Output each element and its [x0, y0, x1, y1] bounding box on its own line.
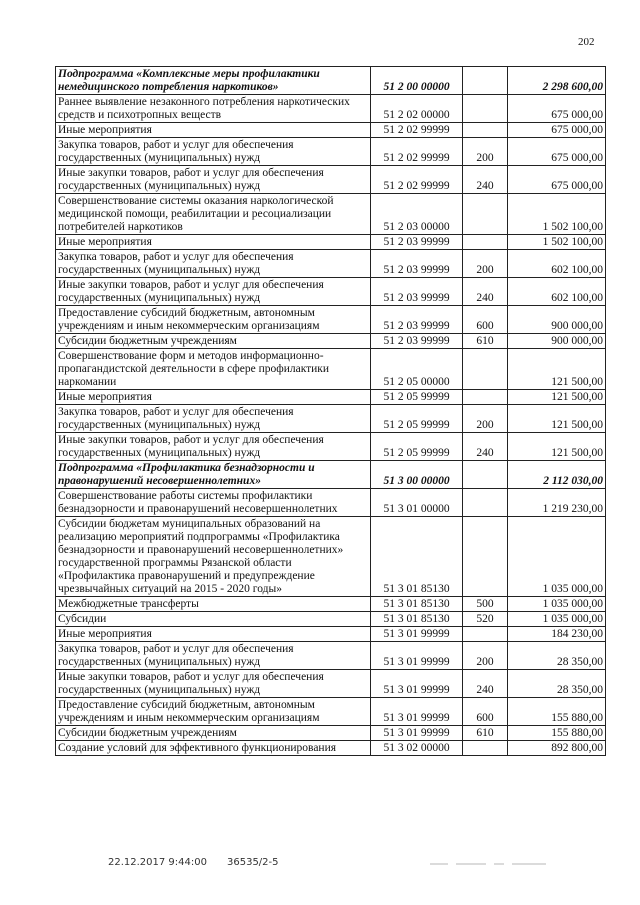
- table-row: [56, 405, 606, 433]
- cell-sum: 675 000,00: [508, 166, 606, 194]
- cell-name: Иные закупки товаров, работ и услуг для обеспечения государственных (муниципальных) нужд: [56, 278, 371, 306]
- table-row: [56, 306, 606, 334]
- cell-name: Иные мероприятия: [56, 123, 371, 138]
- table-row: [56, 138, 606, 166]
- budget-table-body: [56, 67, 606, 756]
- cell-name: Субсидии бюджетным учреждениям: [56, 726, 371, 741]
- cell-name: Создание условий для эффективного функционирования: [56, 741, 371, 756]
- cell-code: 51 2 05 99999: [371, 405, 463, 433]
- cell-expense-type: 520: [463, 612, 508, 627]
- cell-sum: 155 880,00: [508, 698, 606, 726]
- cell-expense-type: [463, 67, 508, 95]
- cell-code: 51 3 02 00000: [371, 741, 463, 756]
- cell-code: 51 2 03 99999: [371, 306, 463, 334]
- cell-sum: 121 500,00: [508, 433, 606, 461]
- cell-expense-type: 240: [463, 670, 508, 698]
- cell-name: Иные закупки товаров, работ и услуг для обеспечения государственных (муниципальных) нужд: [56, 670, 371, 698]
- footer-datetime: 22.12.2017 9:44:00: [108, 857, 207, 868]
- cell-sum: 121 500,00: [508, 405, 606, 433]
- cell-code: 51 3 01 99999: [371, 698, 463, 726]
- cell-sum: 184 230,00: [508, 627, 606, 642]
- subprogram-row: [56, 67, 606, 95]
- cell-code: 51 3 01 85130: [371, 517, 463, 597]
- table-row: [56, 612, 606, 627]
- cell-name: Совершенствование форм и методов информационно-пропагандистской деятельности в сфере профилактики наркомании: [56, 349, 371, 390]
- cell-name: Раннее выявление незаконного потребления наркотических средств и психотропных веществ: [56, 95, 371, 123]
- cell-code: 51 2 03 99999: [371, 250, 463, 278]
- cell-name: Предоставление субсидий бюджетным, автономным учреждениям и иным некоммерческим организациям: [56, 306, 371, 334]
- cell-expense-type: [463, 349, 508, 390]
- cell-name: Субсидии бюджетам муниципальных образований на реализацию мероприятий подпрограммы «Профилактика безнадзорности и правонарушений несовершеннолетних» государственной программы Рязанской области «Профилактика правонарушений и предупреждение чрезвычайных ситуаций на 2015 - 2020 годы»: [56, 517, 371, 597]
- cell-code: 51 3 00 00000: [371, 461, 463, 489]
- cell-code: 51 3 01 99999: [371, 642, 463, 670]
- cell-code: 51 2 05 99999: [371, 433, 463, 461]
- table-row: [56, 390, 606, 405]
- table-row: [56, 698, 606, 726]
- cell-expense-type: [463, 123, 508, 138]
- cell-expense-type: [463, 95, 508, 123]
- cell-sum: 900 000,00: [508, 306, 606, 334]
- cell-expense-type: 610: [463, 334, 508, 349]
- table-row: [56, 349, 606, 390]
- cell-expense-type: [463, 741, 508, 756]
- cell-expense-type: 600: [463, 306, 508, 334]
- cell-name: Предоставление субсидий бюджетным, автономным учреждениям и иным некоммерческим организациям: [56, 698, 371, 726]
- cell-expense-type: [463, 461, 508, 489]
- cell-code: 51 2 05 00000: [371, 349, 463, 390]
- cell-code: 51 2 03 99999: [371, 278, 463, 306]
- cell-name: Закупка товаров, работ и услуг для обеспечения государственных (муниципальных) нужд: [56, 405, 371, 433]
- cell-code: 51 2 03 99999: [371, 235, 463, 250]
- table-row: [56, 278, 606, 306]
- cell-name: Закупка товаров, работ и услуг для обеспечения государственных (муниципальных) нужд: [56, 138, 371, 166]
- cell-name: Закупка товаров, работ и услуг для обеспечения государственных (муниципальных) нужд: [56, 250, 371, 278]
- footer-document-id: 36535/2-5: [227, 857, 279, 868]
- cell-sum: 1 502 100,00: [508, 235, 606, 250]
- cell-expense-type: 240: [463, 166, 508, 194]
- cell-expense-type: 240: [463, 278, 508, 306]
- cell-sum: 121 500,00: [508, 349, 606, 390]
- cell-sum: 675 000,00: [508, 95, 606, 123]
- cell-sum: 28 350,00: [508, 670, 606, 698]
- table-row: [56, 741, 606, 756]
- table-row: [56, 726, 606, 741]
- cell-code: 51 2 02 99999: [371, 166, 463, 194]
- table-row: [56, 489, 606, 517]
- cell-name: Иные мероприятия: [56, 390, 371, 405]
- page-number: 202: [578, 36, 595, 48]
- table-row: [56, 642, 606, 670]
- cell-code: 51 2 02 00000: [371, 95, 463, 123]
- table-row: [56, 95, 606, 123]
- cell-code: 51 2 02 99999: [371, 138, 463, 166]
- cell-name: Совершенствование работы системы профилактики безнадзорности и правонарушений несовершеннолетних: [56, 489, 371, 517]
- cell-name: Субсидии: [56, 612, 371, 627]
- cell-sum: 892 800,00: [508, 741, 606, 756]
- cell-name: Закупка товаров, работ и услуг для обеспечения государственных (муниципальных) нужд: [56, 642, 371, 670]
- table-row: [56, 166, 606, 194]
- cell-code: 51 3 01 99999: [371, 627, 463, 642]
- cell-sum: 1 502 100,00: [508, 194, 606, 235]
- cell-name: Иные закупки товаров, работ и услуг для обеспечения государственных (муниципальных) нужд: [56, 433, 371, 461]
- cell-sum: 675 000,00: [508, 123, 606, 138]
- cell-code: 51 2 03 00000: [371, 194, 463, 235]
- cell-name: Иные мероприятия: [56, 627, 371, 642]
- cell-expense-type: 240: [463, 433, 508, 461]
- cell-expense-type: 610: [463, 726, 508, 741]
- table-row: [56, 627, 606, 642]
- cell-expense-type: [463, 390, 508, 405]
- cell-sum: 2 298 600,00: [508, 67, 606, 95]
- cell-expense-type: [463, 517, 508, 597]
- table-row: [56, 597, 606, 612]
- cell-expense-type: [463, 194, 508, 235]
- cell-expense-type: 200: [463, 250, 508, 278]
- cell-sum: 1 219 230,00: [508, 489, 606, 517]
- cell-sum: 28 350,00: [508, 642, 606, 670]
- table-row: [56, 123, 606, 138]
- table-row: [56, 517, 606, 597]
- table-row: [56, 433, 606, 461]
- cell-code: 51 2 05 99999: [371, 390, 463, 405]
- cell-name: Субсидии бюджетным учреждениям: [56, 334, 371, 349]
- cell-sum: 602 100,00: [508, 278, 606, 306]
- table-row: [56, 670, 606, 698]
- cell-expense-type: 600: [463, 698, 508, 726]
- scan-stamp-mark: [430, 858, 550, 872]
- cell-code: 51 3 01 85130: [371, 597, 463, 612]
- cell-name: Иные мероприятия: [56, 235, 371, 250]
- cell-expense-type: 500: [463, 597, 508, 612]
- cell-code: 51 3 01 85130: [371, 612, 463, 627]
- cell-sum: 1 035 000,00: [508, 612, 606, 627]
- subprogram-row: [56, 461, 606, 489]
- cell-code: 51 3 01 00000: [371, 489, 463, 517]
- cell-sum: 675 000,00: [508, 138, 606, 166]
- table-row: [56, 334, 606, 349]
- cell-name: Подпрограмма «Профилактика безнадзорности и правонарушений несовершеннолетних»: [56, 461, 371, 489]
- cell-sum: 155 880,00: [508, 726, 606, 741]
- cell-code: 51 3 01 99999: [371, 726, 463, 741]
- cell-expense-type: [463, 627, 508, 642]
- cell-sum: 900 000,00: [508, 334, 606, 349]
- cell-sum: 2 112 030,00: [508, 461, 606, 489]
- cell-sum: 602 100,00: [508, 250, 606, 278]
- cell-expense-type: [463, 489, 508, 517]
- cell-sum: 1 035 000,00: [508, 597, 606, 612]
- cell-code: 51 3 01 99999: [371, 670, 463, 698]
- budget-table: [55, 66, 606, 756]
- table-row: [56, 250, 606, 278]
- cell-code: 51 2 02 99999: [371, 123, 463, 138]
- table-row: [56, 235, 606, 250]
- cell-expense-type: 200: [463, 642, 508, 670]
- cell-sum: 1 035 000,00: [508, 517, 606, 597]
- cell-expense-type: [463, 235, 508, 250]
- cell-sum: 121 500,00: [508, 390, 606, 405]
- table-row: [56, 194, 606, 235]
- cell-code: 51 2 03 99999: [371, 334, 463, 349]
- cell-code: 51 2 00 00000: [371, 67, 463, 95]
- cell-name: Межбюджетные трансферты: [56, 597, 371, 612]
- cell-expense-type: 200: [463, 138, 508, 166]
- cell-name: Иные закупки товаров, работ и услуг для обеспечения государственных (муниципальных) нужд: [56, 166, 371, 194]
- cell-name: Подпрограмма «Комплексные меры профилактики немедицинского потребления наркотиков»: [56, 67, 371, 95]
- cell-expense-type: 200: [463, 405, 508, 433]
- cell-name: Совершенствование системы оказания наркологической медицинской помощи, реабилитации и ресоциализации потребителей наркотиков: [56, 194, 371, 235]
